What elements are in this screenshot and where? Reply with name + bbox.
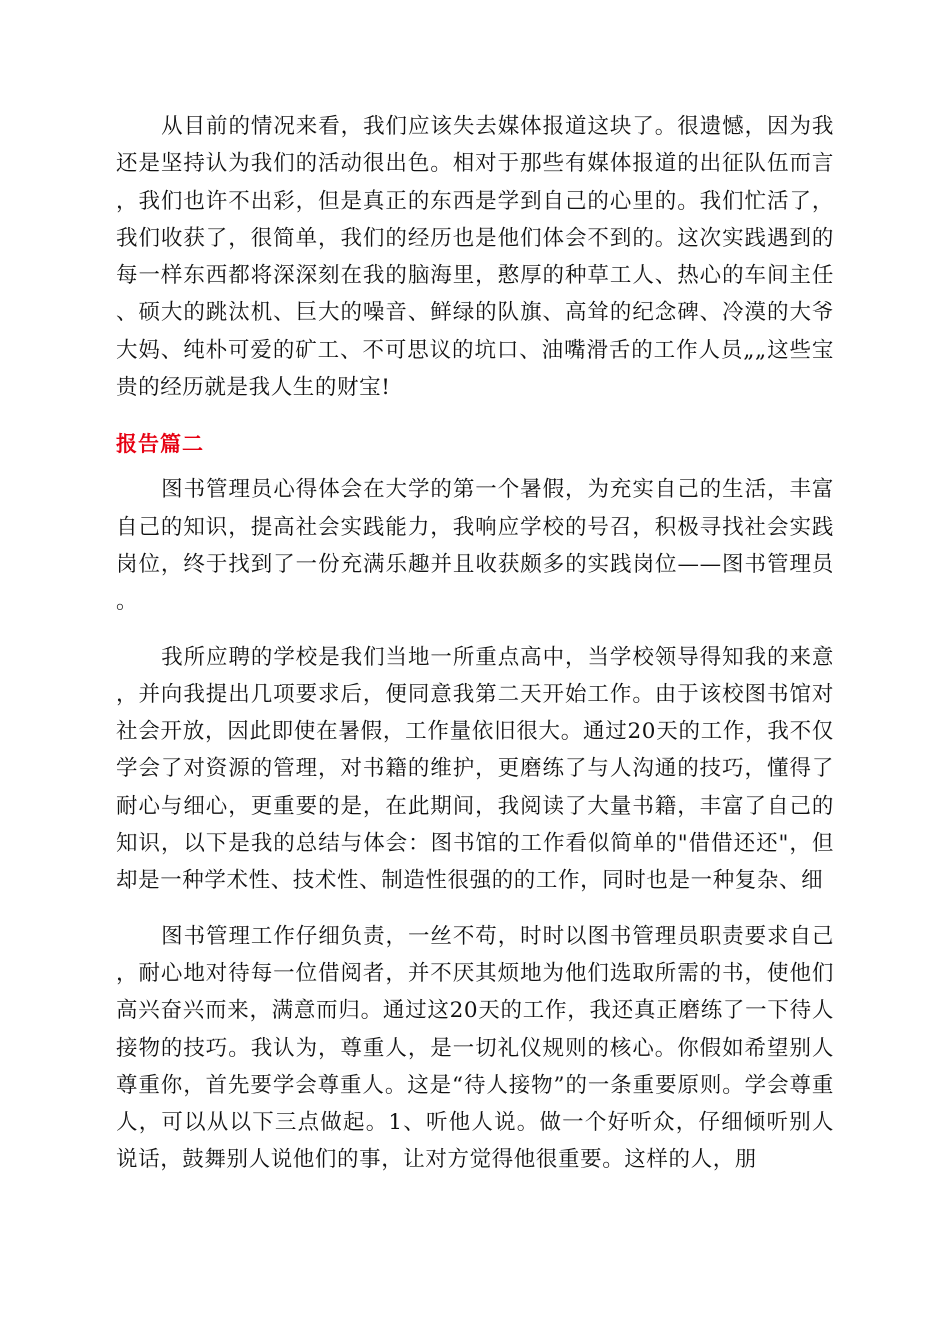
section-heading: 报告篇二 (116, 432, 204, 457)
body-paragraph: 从目前的情况来看，我们应该失去媒体报道这块了。很遗憾，因为我还是坚持认为我们的活动很出色。相对于那些有媒体报道的出征队伍而言，我们也许不出彩，但是真正的东西是学到自己的心里的。我们忙活了，我们收获了，很简单，我们的经历也是他们体会不到的。这次实践遇到的每一样东西都将深深刻在我的脑海里，憨厚的种草工人、热心的车间主任、硕大的跳汰机、巨大的噪音、鲜绿的队旗、高耸的纪念碑、冷漠的大爷大妈、纯朴可爱的矿工、不可思议的坑口、油嘴滑舌的工作人员„„这些宝贵的经历就是我人生的财宝! (116, 114, 834, 401)
section-heading-wrapper (116, 426, 834, 462)
body-paragraph: 图书管理员心得体会在大学的第一个暑假，为充实自己的生活，丰富自己的知识，提高社会实践能力，我响应学校的号召，积极寻找社会实践岗位，终于找到了一份充满乐趣并且收获颇多的实践岗位——图书管理员。 (116, 477, 834, 615)
body-paragraph: 我所应聘的学校是我们当地一所重点高中，当学校领导得知我的来意，并向我提出几项要求后，便同意我第二天开始工作。由于该校图书馆对社会开放，因此即使在暑假，工作量依旧很大。通过20天的工作，我不仅学会了对资源的管理，对书籍的维护，更磨练了与人沟通的技巧，懂得了耐心与细心，更重要的是，在此期间，我阅读了大量书籍，丰富了自己的知识，以下是我的总结与体会：图书馆的工作看似简单的"借借还还"，但却是一种学术性、技术性、制造性很强的的工作，同时也是一种复杂、细 (116, 644, 834, 894)
document-body (116, 108, 834, 1179)
body-paragraph: 图书管理工作仔细负责，一丝不苟，时时以图书管理员职责要求自己，耐心地对待每一位借阅者，并不厌其烦地为他们选取所需的书，使他们高兴奋兴而来，满意而归。通过这20天的工作，我还真正磨练了一下待人接物的技巧。我认为，尊重人，是一切礼仪规则的核心。你假如希望别人尊重你，首先要学会尊重人。这是“待人接物”的一条重要原则。学会尊重人，可以从以下三点做起。1、听他人说。做一个好听众，仔细倾听别人说话，鼓舞别人说他们的事，让对方觉得他很重要。这样的人，朋 (116, 923, 834, 1173)
